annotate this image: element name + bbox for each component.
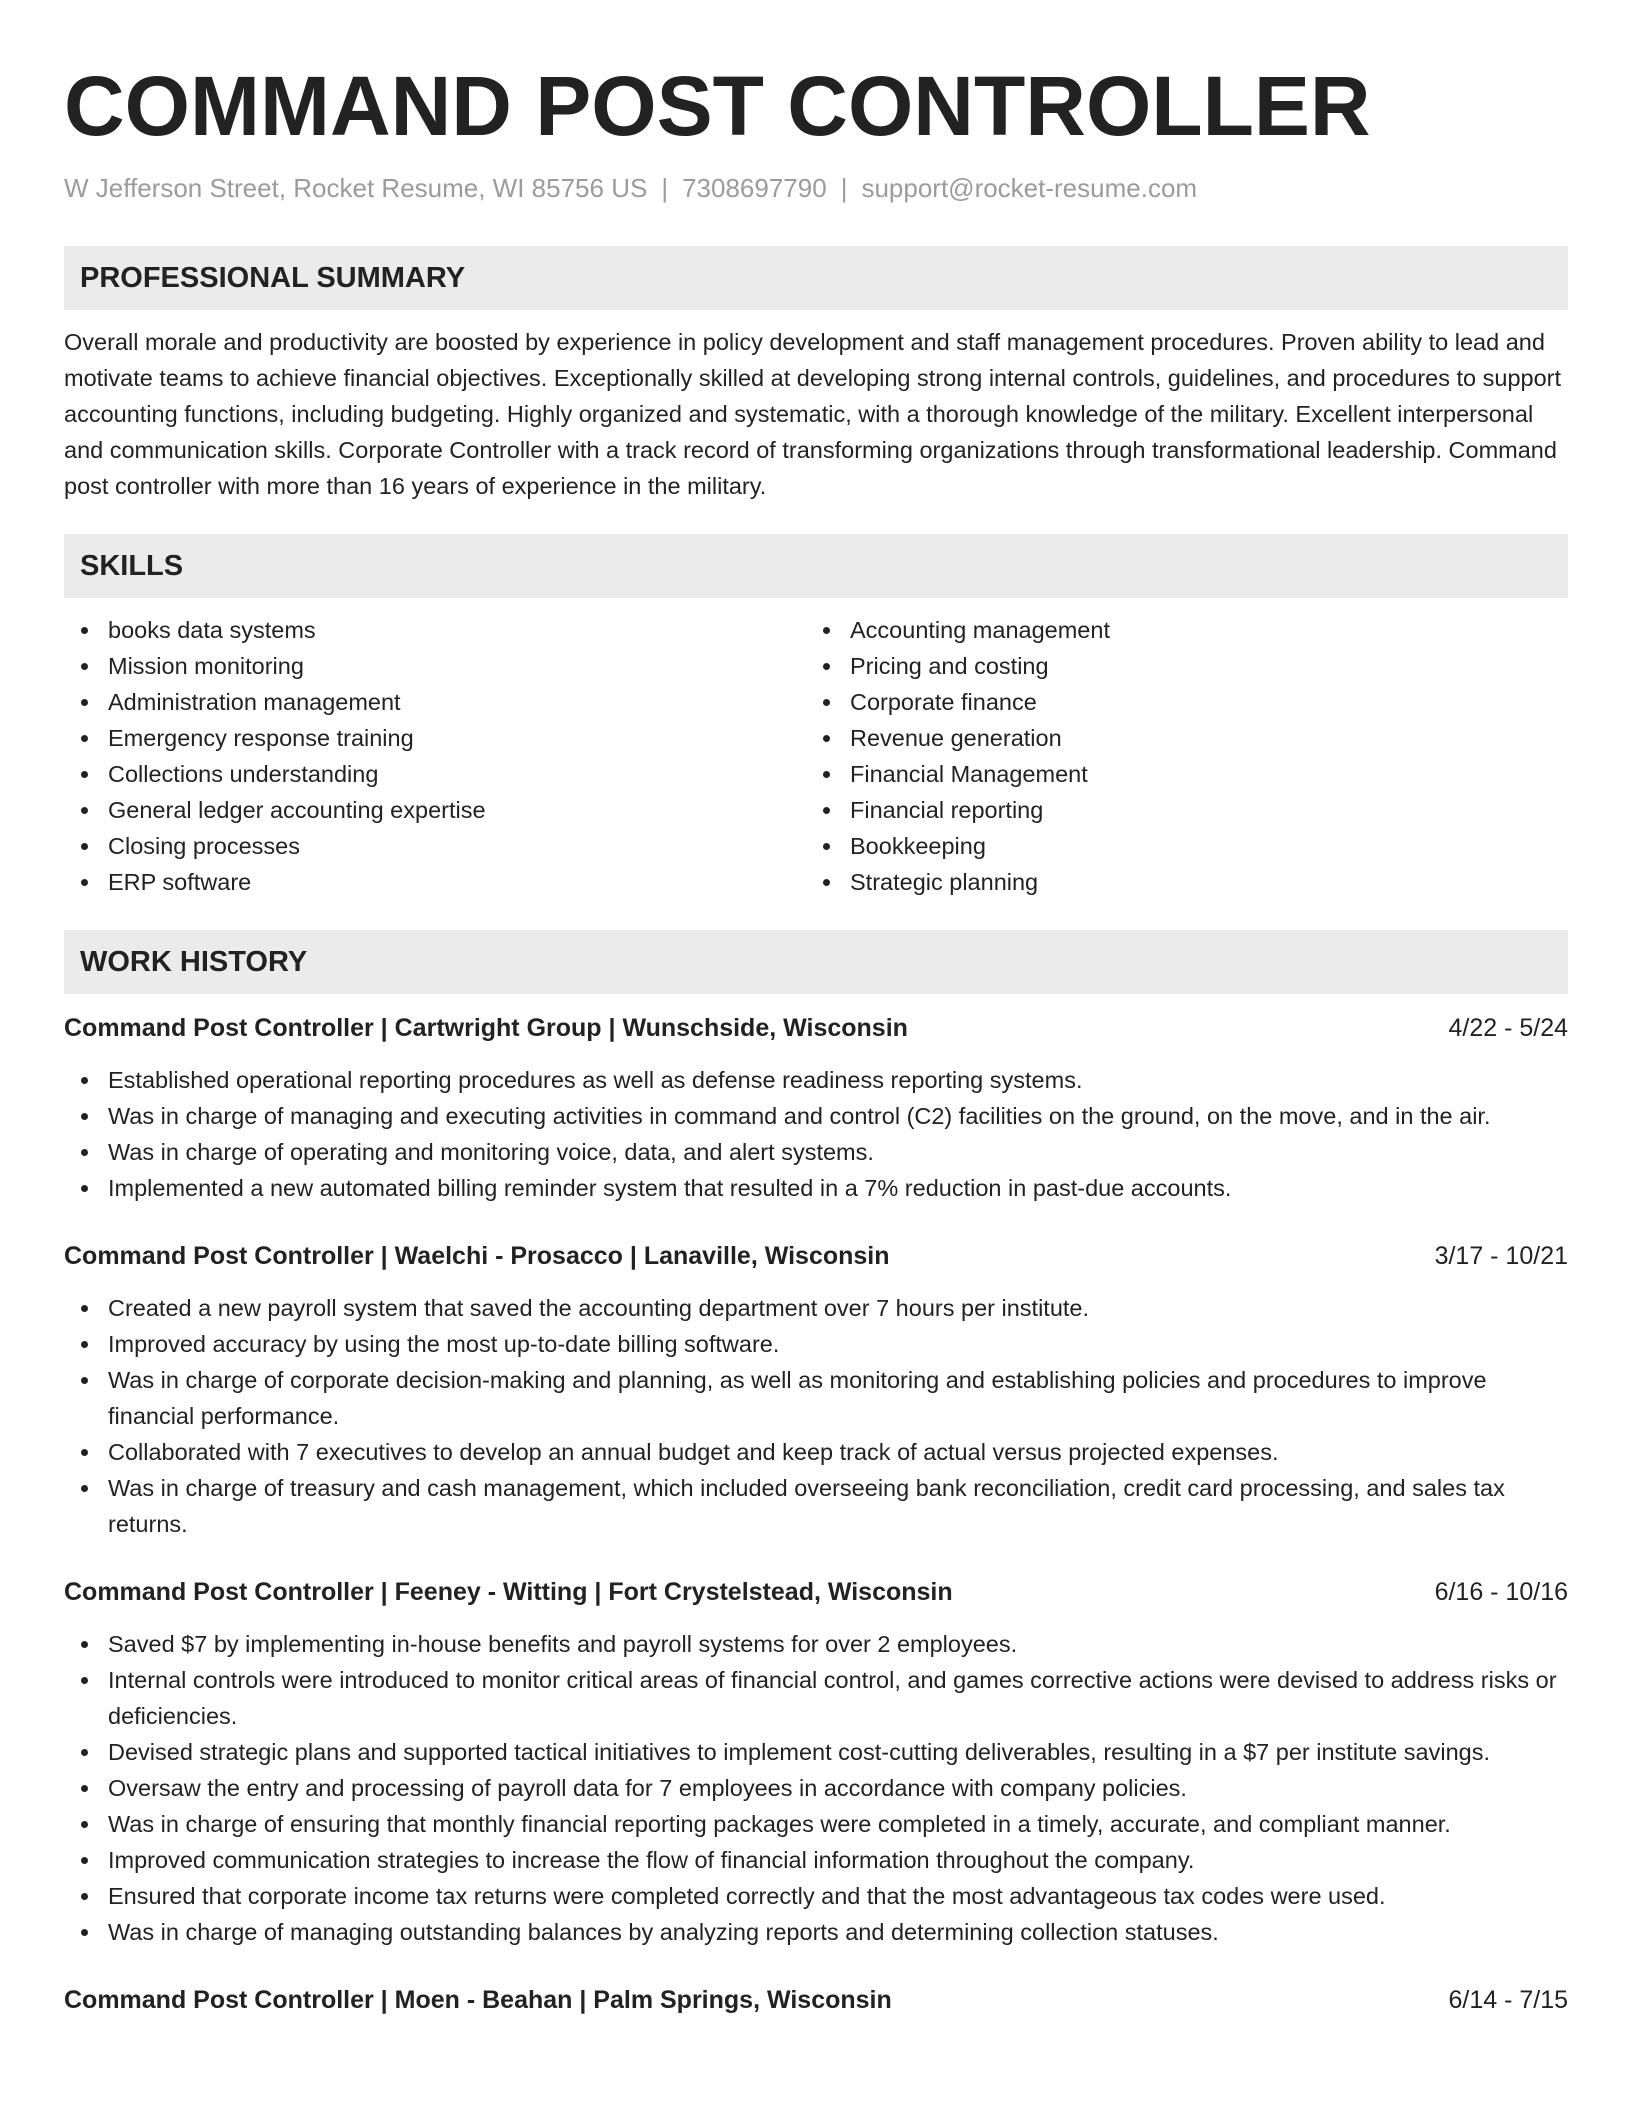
skill-item: Collections understanding [64,756,806,792]
skill-item: Administration management [64,684,806,720]
job-bullet: Was in charge of corporate decision-making and planning, as well as monitoring and establishing policies and procedures to improve financial performance. [64,1362,1568,1434]
job-bullet: Ensured that corporate income tax returns were completed correctly and that the most advantageous tax codes were used. [64,1878,1568,1914]
job-entry [64,1982,1568,2018]
skill-item: Mission monitoring [64,648,806,684]
contact-separator: | [840,173,848,203]
job-header [64,1574,1568,1610]
job-bullet: Was in charge of managing and executing activities in command and control (C2) facilities on the ground, on the move, and in the air. [64,1098,1568,1134]
job-bullet: Saved $7 by implementing in-house benefits and payroll systems for over 2 employees. [64,1626,1568,1662]
job-dates: 4/22 - 5/24 [1448,1014,1568,1042]
skill-item: Financial Management [806,756,1548,792]
skill-item: ERP software [64,864,806,900]
skill-item: Accounting management [806,612,1548,648]
job-header [64,1010,1568,1046]
skills-column-right [806,612,1548,900]
job-entry [64,1010,1568,1206]
work-history-heading: WORK HISTORY [64,930,1568,994]
job-bullet: Improved communication strategies to increase the flow of financial information throughout the company. [64,1842,1568,1878]
job-title: Command Post Controller | Cartwright Group | Wunschside, Wisconsin [64,1014,908,1042]
job-dates: 6/16 - 10/16 [1434,1578,1568,1606]
skill-item: Financial reporting [806,792,1548,828]
skill-item: Corporate finance [806,684,1548,720]
job-bullets [64,1062,1568,1206]
job-bullet: Was in charge of treasury and cash management, which included overseeing bank reconciliation, credit card processing, and sales tax returns. [64,1470,1568,1542]
skill-item: Closing processes [64,828,806,864]
job-bullet: Implemented a new automated billing reminder system that resulted in a 7% reduction in past-due accounts. [64,1170,1568,1206]
job-bullet: Established operational reporting procedures as well as defense readiness reporting systems. [64,1062,1568,1098]
skills-list [64,612,1568,900]
job-bullet: Was in charge of managing outstanding balances by analyzing reports and determining collection statuses. [64,1914,1568,1950]
skills-heading: SKILLS [64,534,1568,598]
job-bullets [64,1626,1568,1950]
job-bullet: Oversaw the entry and processing of payroll data for 7 employees in accordance with company policies. [64,1770,1568,1806]
skill-item: Pricing and costing [806,648,1548,684]
job-title: Command Post Controller | Waelchi - Prosacco | Lanaville, Wisconsin [64,1242,890,1270]
resume-page [64,0,1568,2018]
job-bullet: Devised strategic plans and supported tactical initiatives to implement cost-cutting deliverables, resulting in a $7 per institute savings. [64,1734,1568,1770]
job-bullets [64,1290,1568,1542]
skill-item: Revenue generation [806,720,1548,756]
skill-item: Strategic planning [806,864,1548,900]
job-bullet: Internal controls were introduced to monitor critical areas of financial control, and games corrective actions were devised to address risks or deficiencies. [64,1662,1568,1734]
contact-separator: | [661,173,669,203]
resume-name: COMMAND POST CONTROLLER [64,59,1371,153]
skill-item: General ledger accounting expertise [64,792,806,828]
contact-address: W Jefferson Street, Rocket Resume, WI 85756 US [64,173,648,203]
skill-item: Bookkeeping [806,828,1548,864]
job-dates: 3/17 - 10/21 [1434,1242,1568,1270]
job-entry [64,1574,1568,1950]
job-header [64,1238,1568,1274]
skill-item: Emergency response training [64,720,806,756]
job-dates: 6/14 - 7/15 [1448,1986,1568,2014]
job-title: Command Post Controller | Moen - Beahan | Palm Springs, Wisconsin [64,1986,892,2014]
job-bullet: Was in charge of operating and monitoring voice, data, and alert systems. [64,1134,1568,1170]
contact-line [64,170,1568,206]
skill-item: books data systems [64,612,806,648]
job-bullet: Was in charge of ensuring that monthly financial reporting packages were completed in a timely, accurate, and compliant manner. [64,1806,1568,1842]
contact-email: support@rocket-resume.com [861,173,1198,203]
job-title: Command Post Controller | Feeney - Witting | Fort Crystelstead, Wisconsin [64,1578,953,1606]
job-bullet: Created a new payroll system that saved the accounting department over 7 hours per institute. [64,1290,1568,1326]
skills-column-left [64,612,806,900]
job-bullet: Collaborated with 7 executives to develop an annual budget and keep track of actual versus projected expenses. [64,1434,1568,1470]
job-header [64,1982,1568,2018]
summary-text: Overall morale and productivity are boosted by experience in policy development and staff management procedures. Proven ability to lead and motivate teams to achieve financial objectives. Exceptionally skilled at developing strong internal controls, guidelines, and procedures to support accounting functions, including budgeting. Highly organized and systematic, with a thorough knowledge of the military. Excellent interpersonal and communication skills. Corporate Controller with a track record of transforming organizations through transformational leadership. Command post controller with more than 16 years of experience in the military. [64,329,1562,499]
job-bullet: Improved accuracy by using the most up-to-date billing software. [64,1326,1568,1362]
contact-phone: 7308697790 [682,173,827,203]
summary-heading: PROFESSIONAL SUMMARY [64,246,1568,310]
job-entry [64,1238,1568,1542]
